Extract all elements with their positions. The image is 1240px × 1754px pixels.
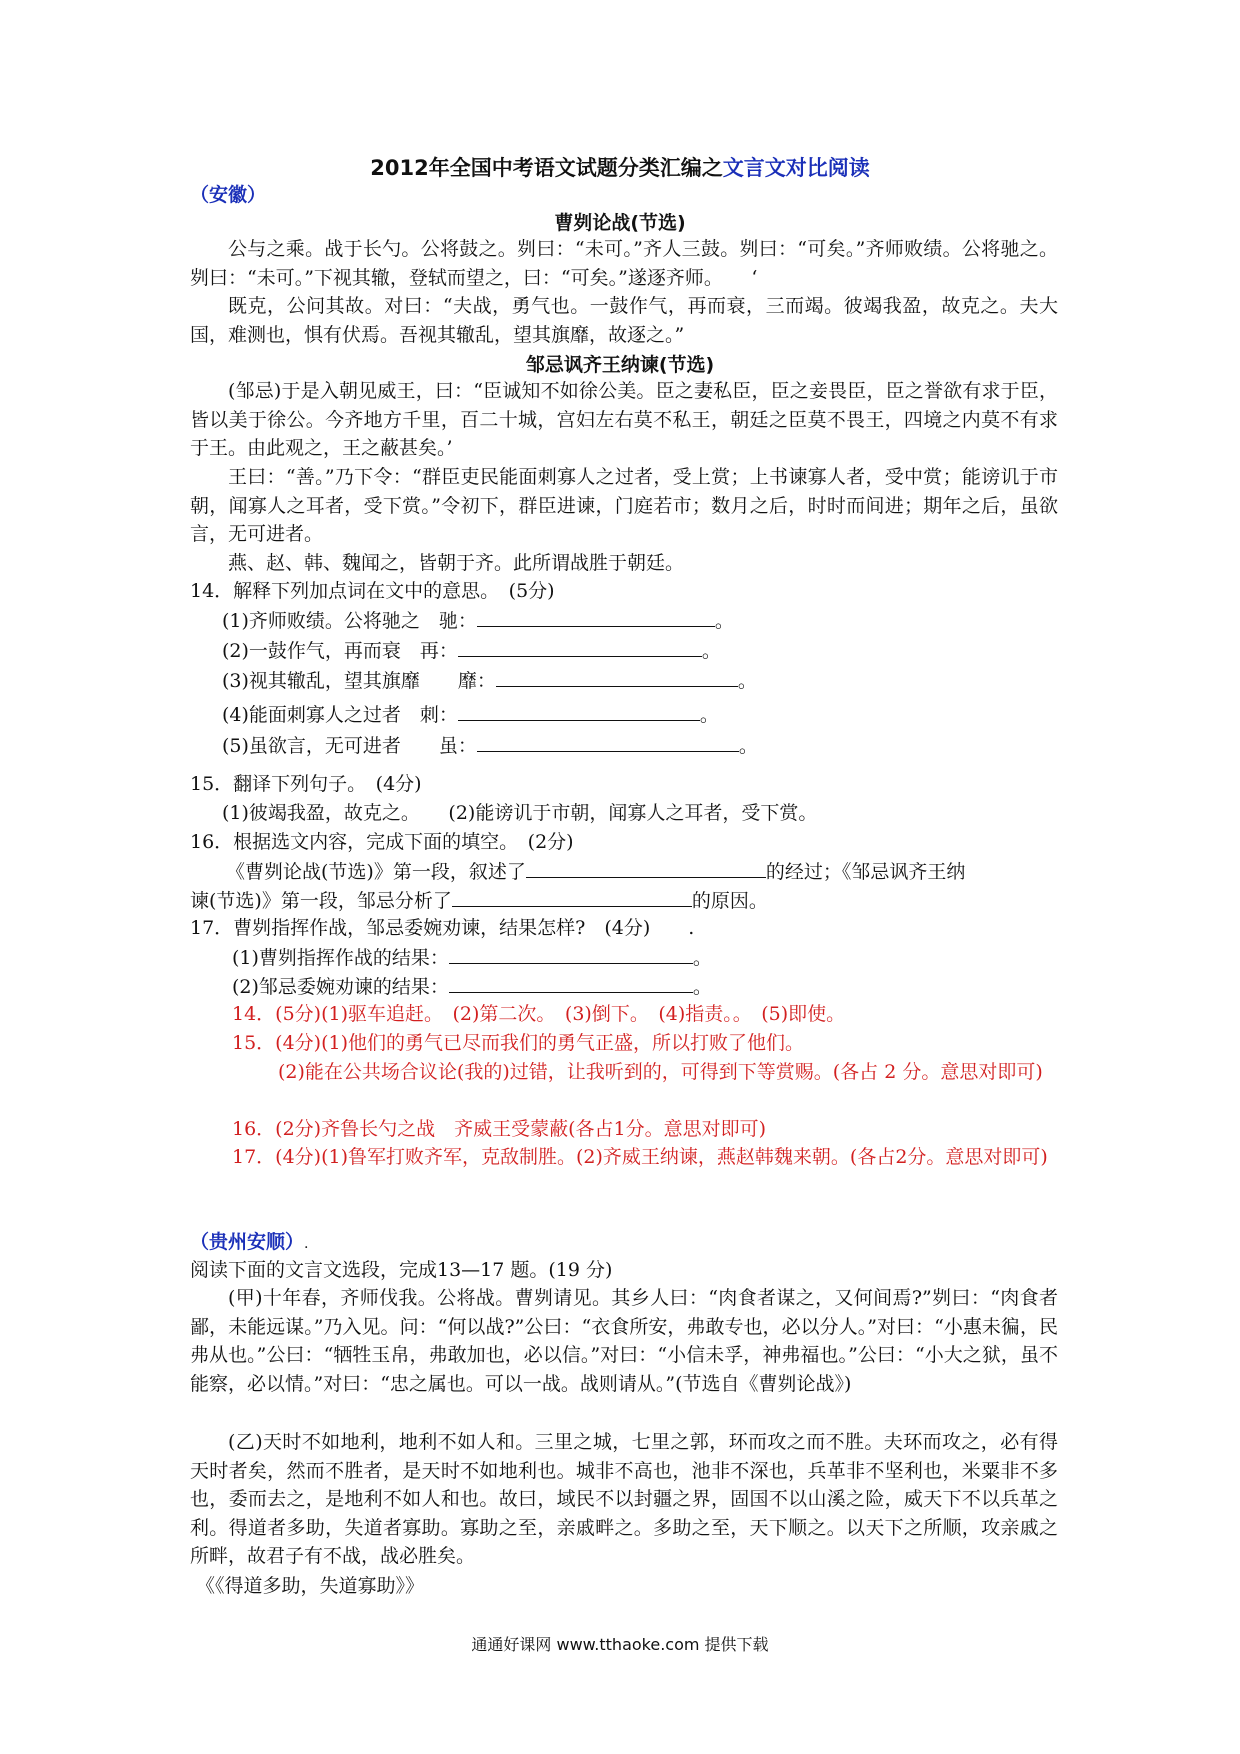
text1-paragraph-1: 公与之乘。战于长勺。公将鼓之。刿曰：“未可。”齐人三鼓。刿曰：“可矣。”齐师败绩。公将驰之。刿曰：“未可。”下视其辙，登轼而望之，曰：“可矣。”遂逐齐师。 ‘ [190,238,1058,289]
answer-16: 16．(2分)齐鲁长勺之战 齐威王受蒙蔽(各占1分。意思对即可) [232,1118,767,1140]
q14-item-5: (5)虽欲言，无可进者 虽： 。 [222,731,758,760]
title-highlight: 文言文对比阅读 [722,156,870,180]
answer-15-part-2: (2)能在公共场合议论(我的)过错，让我听到的，可得到下等赏赐。(各占 2 分。意思对即可) [278,1061,1043,1083]
q16-line-2: 谏(节选)》第一段，邹忌分析了 的原因。 [190,886,768,915]
answer-blank[interactable] [458,700,700,721]
region-tag-guizhou: （贵州安顺）. [190,1231,309,1253]
answer-blank[interactable] [477,606,715,627]
q17-item-1: (1)曹刿指挥作战的结果： 。 [232,943,712,972]
passage-yi-source: 《《得道多助，失道寡助》》 [196,1575,425,1597]
text2-paragraph-3: 燕、赵、韩、魏闻之，皆朝于齐。此所谓战胜于朝廷。 [228,552,685,574]
answer-blank[interactable] [477,731,739,752]
text2-paragraph-1: (邹忌)于是入朝见威王，曰：“臣诚知不如徐公美。臣之妻私臣，臣之妾畏臣，臣之誉欲有求于臣，皆以美于徐公。今齐地方千里，百二十城，宫妇左右莫不私王，朝廷之臣莫不畏王，四境之内莫不有求于王。由此观之，王之蔽甚矣。’ [190,380,1058,459]
text2-title: 邹忌讽齐王纳谏(节选) [525,354,715,376]
text1-paragraph-2: 既克，公问其故。对曰：“夫战，勇气也。一鼓作气，再而衰，三而竭。彼竭我盈，故克之。夫大国，难测也，惧有伏焉。吾视其辙乱，望其旗靡，故逐之。” [190,295,1058,346]
q14-item-3: (3)视其辙乱，望其旗靡 靡： 。 [222,666,757,695]
q16-line-1: 《曹刿论战(节选)》第一段，叙述了 的经过；《邹忌讽齐王纳 [226,857,965,886]
passage-yi: (乙)天时不如地利，地利不如人和。三里之城，七里之郭，环而攻之而不胜。夫环而攻之，必有得天时者矣，然而不胜者，是天时不如地利也。城非不高也，池非不深也，兵革非不坚利也，米粟非不多也，委而去之，是地利不如人和也。故曰，域民不以封疆之界，固国不以山溪之险，威天下不以兵革之利。得道者多助，失道者寡助。寡助之至，亲戚畔之。多助之至，天下顺之。以天下之所顺，攻亲戚之所畔，故君子有不战，战必胜矣。 [190,1431,1058,1567]
page-footer: 通通好课网 www.tthaoke.com 提供下载 [471,1635,769,1654]
question-15: 15．翻译下列句子。 (4分) [190,773,422,795]
document-title [0,152,1240,182]
q15-items: (1)彼竭我盈，故克之。 (2)能谤讥于市朝，闻寡人之耳者，受下赏。 [222,802,818,824]
answer-blank[interactable] [496,666,738,687]
answer-14: 14．(5分)(1)驱车追赶。 (2)第二次。 (3)倒下。 (4)指责。。 (5)即使。 [232,1003,846,1025]
question-17: 17．曹刿指挥作战，邹忌委婉劝谏，结果怎样? (4分) . [190,917,695,939]
answer-15-part-1: 15．(4分)(1)他们的勇气已尽而我们的勇气正盛，所以打败了他们。 [232,1032,805,1054]
text1-title: 曹刿论战(节选) [554,212,686,234]
guizhou-intro: 阅读下面的文言文选段，完成13—17 题。(19 分) [190,1259,613,1281]
answer-17: 17．(4分)(1)鲁军打败齐军，克敌制胜。(2)齐威王纳谏，燕赵韩魏来朝。(各占2分。意思对即可) [232,1146,1048,1168]
question-14: 14．解释下列加点词在文中的意思。 (5分) [190,580,555,602]
q17-item-2: (2)邹忌委婉劝谏的结果： 。 [232,972,712,1001]
answer-blank[interactable] [449,972,693,993]
q14-item-4: (4)能面刺寡人之过者 刺： 。 [222,700,719,729]
answer-blank[interactable] [449,943,693,964]
question-16: 16．根据选文内容，完成下面的填空。 (2分) [190,831,574,853]
answer-blank[interactable] [458,636,702,657]
q14-item-1: (1)齐师败绩。公将驰之 驰： 。 [222,606,734,635]
passage-jia: (甲)十年春，齐师伐我。公将战。曹刿请见。其乡人曰：“肉食者谋之，又何间焉?”刿曰：“肉食者鄙，未能远谋。”乃入见。问：“何以战?”公曰：“衣食所安，弗敢专也，必以分人。”对曰：“小惠未徧，民弗从也。”公曰：“牺牲玉帛，弗敢加也，必以信。”对曰：“小信未孚，神弗福也。”公曰：“小大之狱，虽不能察，必以情。”对曰：“忠之属也。可以一战。战则请从。”(节选自《曹刿论战》) [190,1287,1058,1395]
title-main: 2012年全国中考语文试题分类汇编之 [370,156,723,180]
text2-paragraph-2: 王曰：“善。”乃下令：“群臣吏民能面刺寡人之过者，受上赏；上书谏寡人者，受中赏；能谤讥于市朝，闻寡人之耳者，受下赏。”令初下，群臣进谏，门庭若市；数月之后，时时而间进；期年之后，虽欲言，无可进者。 [190,466,1058,545]
answer-blank[interactable] [452,886,692,907]
q14-item-2: (2)一鼓作气，再而衰 再： 。 [222,636,721,665]
answer-blank[interactable] [526,857,766,878]
region-tag-anhui: （安徽） [190,184,267,206]
